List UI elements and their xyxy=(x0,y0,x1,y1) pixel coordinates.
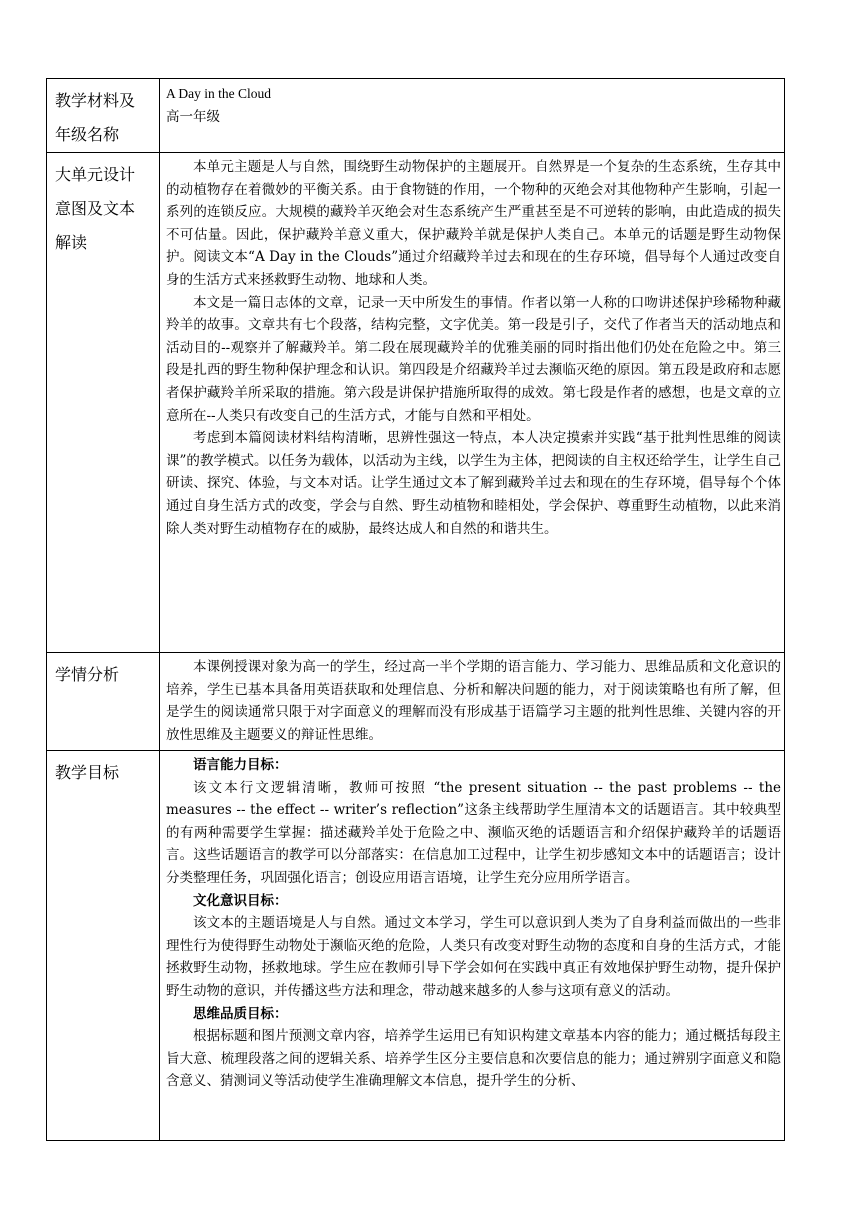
paragraph: 根据标题和图片预测文章内容，培养学生运用已有知识构建文章基本内容的能力；通过概括每段主旨大意、梳理段落之间的逻辑关系、培养学生区分主要信息和次要信息的能力；通过辨别字面意义和隐含意义、猜测词义等活动使学生准确理解文本信息，提升学生的分析、 xyxy=(166,1028,781,1090)
label-line: 解读 xyxy=(55,233,88,252)
paragraph: 考虑到本篇阅读材料结构清晰，思辨性强这一特点，本人决定摸索并实践“基于批判性思维的阅读课”的教学模式。以任务为载体，以活动为主线，以学生为主体，把阅读的自主权还给学生，让学生自己研读、探究、体验，与文本对话。让学生通过文本了解到藏羚羊过去和现在的生存环境，倡导每个个体通过自身生活方式的改变，学会与自然、野生动植物和睦相处，学会保护、尊重野生动植物，以此来消除人类对野生动植物存在的威胁，最终达成人和自然的和谐共生。 xyxy=(166,430,781,537)
row-content-cell xyxy=(160,153,785,653)
label-line: 年级名称 xyxy=(55,125,120,144)
label-line: 大单元设计 xyxy=(55,165,136,184)
row-label-cell xyxy=(47,751,160,1141)
row-content-cell xyxy=(160,653,785,751)
row-label xyxy=(47,79,159,152)
row-content-cell xyxy=(160,79,785,153)
paragraph: 本单元主题是人与自然，围绕野生动物保护的主题展开。自然界是一个复杂的生态系统，生存其中的动植物存在着微妙的平衡关系。由于食物链的作用，一个物种的灭绝会对其他物种产生影响，引起一系列的连锁反应。大规模的藏羚羊灭绝会对生态系统产生严重甚至是不可逆转的影响，由此造成的损失不可估量。因此，保护藏羚羊意义重大，保护藏羚羊就是保护人类自己。本单元的话题是野生动物保护。阅读文本“A Day in the Clouds”通过介绍藏羚羊过去和现在的生存环境，倡导每个人通过改变自身的生活方式来拯救野生动物、地球和人类。 xyxy=(166,159,781,288)
paragraph: 本课例授课对象为高一的学生，经过高一半个学期的语言能力、学习能力、思维品质和文化意识的培养，学生已基本具备用英语获取和处理信息、分析和解决问题的能力，对于阅读策略也有所了解，但是学生的阅读通常只限于对字面意义的理解而没有形成基于语篇学习主题的批判性思维、关键内容的开放性思维及主题要义的辩证性思维。 xyxy=(166,659,781,743)
lesson-plan-table xyxy=(46,78,785,1141)
section-heading: 思维品质目标： xyxy=(193,1005,288,1022)
row-label xyxy=(47,751,159,790)
label-line: 学情分析 xyxy=(55,665,120,684)
row-label xyxy=(47,653,159,692)
paragraph: 该文本的主题语境是人与自然。通过文本学习，学生可以意识到人类为了自身利益而做出的一些非理性行为使得野生动物处于濒临灭绝的危险，人类只有改变对野生动物的态度和自身的生活方式，才能拯救野生动物，拯救地球。学生应在教师引导下学会如何在实践中真正有效地保护野生动物，提升保护野生动物的意识，并传播这些方法和理念，带动越来越多的人参与这项有意义的活动。 xyxy=(166,915,781,999)
label-line: 教学目标 xyxy=(55,763,120,782)
paragraph: 本文是一篇日志体的文章，记录一天中所发生的事情。作者以第一人称的口吻讲述保护珍稀物种藏羚羊的故事。文章共有七个段落，结构完整，文字优美。第一段是引子，交代了作者当天的活动地点和活动目的--观察并了解藏羚羊。第二段在展现藏羚羊的优雅美丽的同时指出他们仍处在危险之中。第三段是扎西的野生物种保护理念和认识。第四段是介绍藏羚羊过去濒临灭绝的原因。第五段是政府和志愿者保护藏羚羊所采取的措施。第六段是讲保护措施所取得的成效。第七段是作者的感想，也是文章的立意所在--人类只有改变自己的生活方式，才能与自然和平相处。 xyxy=(166,294,781,424)
table-row-material xyxy=(47,79,785,153)
row-label-cell xyxy=(47,653,160,751)
label-line: 教学材料及 xyxy=(55,91,136,110)
row-label-cell xyxy=(47,153,160,653)
table-row-student-analysis xyxy=(47,653,785,751)
section-heading: 文化意识目标： xyxy=(193,892,288,909)
grade-level: 高一年级 xyxy=(166,108,220,125)
label-line: 意图及文本 xyxy=(55,199,136,218)
paragraph: 该文本行文逻辑清晰，教师可按照 “the present situation -- the past problems -- the measures -- the effect -- writer’s reflection”这条主线帮助学生厘清本文的话题语言。其中较典型的有两种需要学生掌握：描述藏羚羊处于危险之中、濒临灭绝的话题语言和介绍保护藏羚羊的话题语言。这些话题语言的教学可以分部落实：在信息加工过程中，让学生初步感知文本中的话题语言；设计分类整理任务，巩固强化语言；创设应用语言语境，让学生充分应用所学语言。 xyxy=(166,779,781,886)
row-label xyxy=(47,153,159,260)
section-heading: 语言能力目标： xyxy=(193,757,288,773)
table-row-design-intent xyxy=(47,153,785,653)
row-label-cell xyxy=(47,79,160,153)
row-content-cell xyxy=(160,751,785,1141)
table-row-teaching-objectives xyxy=(47,751,785,1141)
material-title: A Day in the Cloud xyxy=(166,86,271,101)
